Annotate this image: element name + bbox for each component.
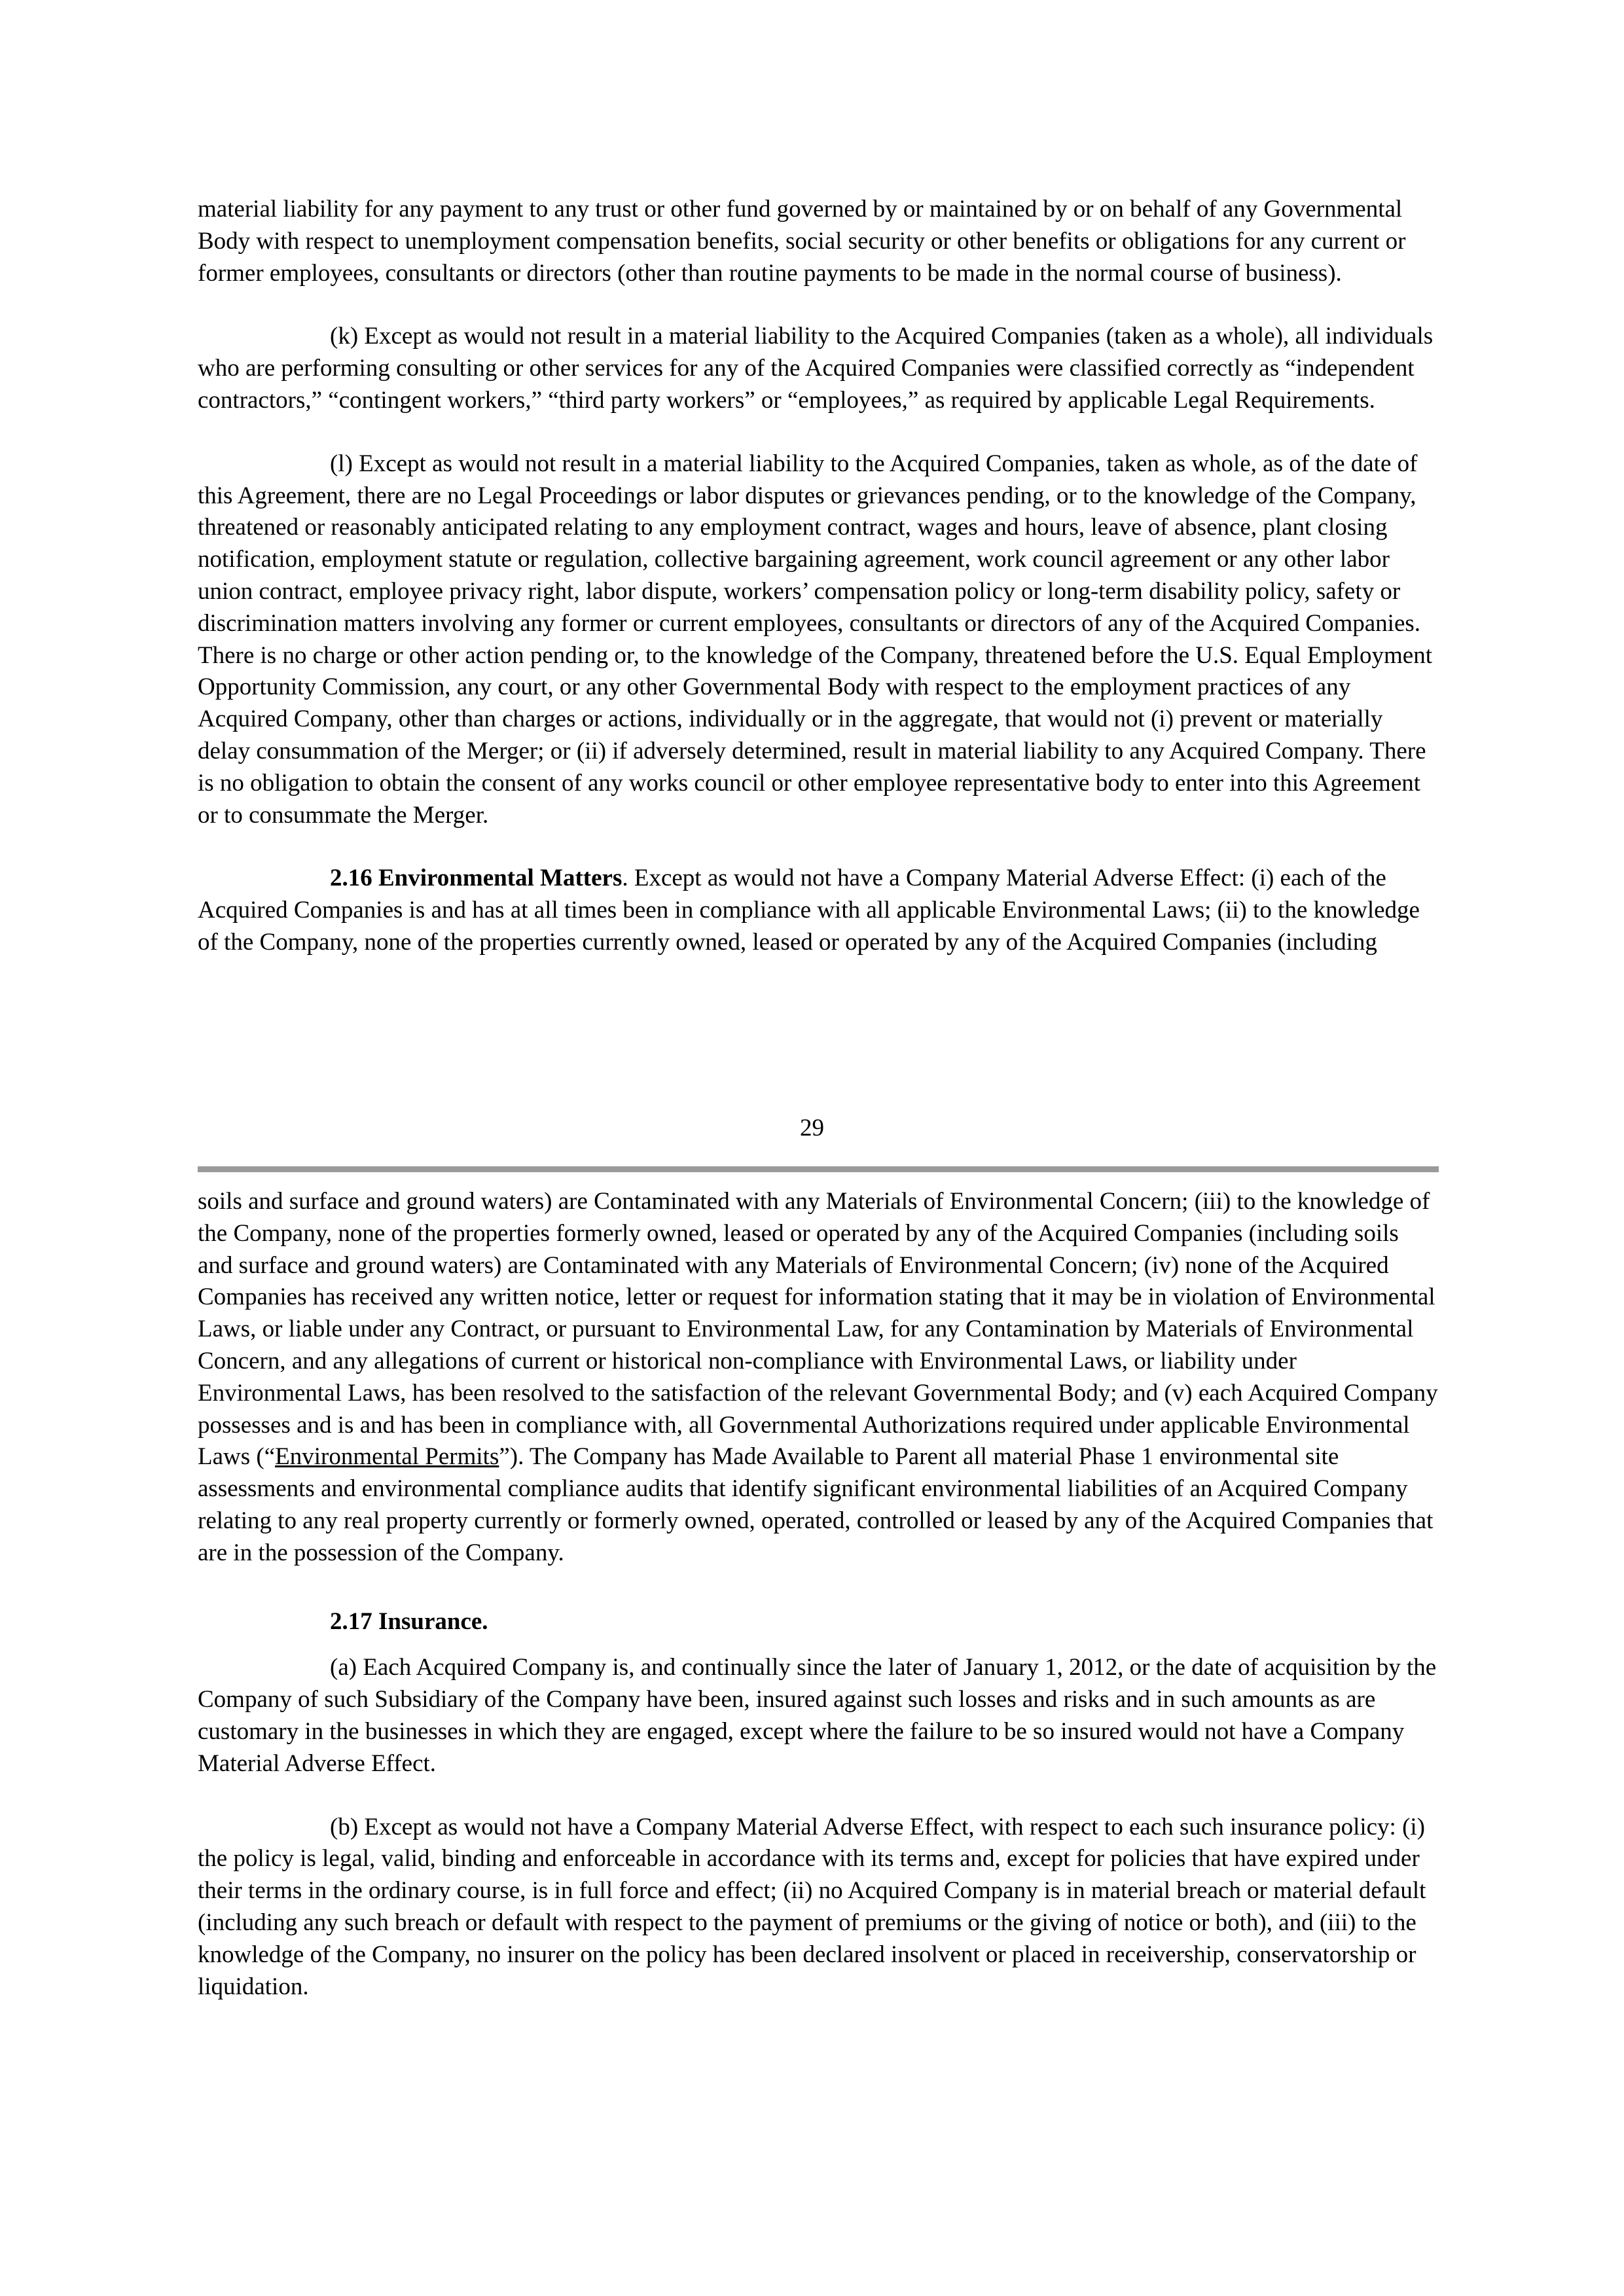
page-number: 29 (800, 1115, 824, 1141)
paragraph-l: (l) Except as would not result in a material liability to the Acquired Companies, taken as whole, as of the date of this Agreement, there are no Legal Proceedings or labor disputes or grievances pending, or to the knowledge of the Company, threatened or reasonably anticipated relating to any employment contract, wages and hours, leave of absence, plant closing notification, employment statute or regulation, collective bargaining agreement, work council agreement or any other labor union contract, employee privacy right, labor dispute, workers’ compensation policy or long-term disability policy, safety or discrimination matters involving any former or current employees, consultants or directors of any of the Acquired Companies. There is no charge or other action pending or, to the knowledge of the Company, threatened before the U.S. Equal Employment Opportunity Commission, any court, or any other Governmental Body with respect to the employment practices of any Acquired Company, other than charges or actions, individually or in the aggregate, that would not (i) prevent or materially delay consummation of the Merger; or (ii) if adversely determined, result in material liability to any Acquired Company. There is no obligation to obtain the consent of any works council or other employee representative body to enter into this Agreement or to consummate the Merger. (198, 450, 1432, 829)
section-2-16-heading: 2.16 Environmental Matters (330, 865, 623, 892)
paragraph-j-continuation: material liability for any payment to any trust or other fund governed by or maintained by or on behalf of any Governmental Body with respect to unemployment compensation benefits, social security or other benefits or obligations for any current or former employees, consultants or directors (other than routine payments to be made in the normal course of business). (198, 196, 1406, 287)
paragraph-2-17-a: (a) Each Acquired Company is, and continually since the later of January 1, 2012, or the date of acquisition by the Company of such Subsidiary of the Company have been, insured against such losses and risks and in such amounts as are customary in the businesses in which they are engaged, except where the failure to be so insured would not have a Company Material Adverse Effect. (198, 1654, 1437, 1777)
section-2-16-continuation-a: soils and surface and ground waters) are Contaminated with any Materials of Environmental Concern; (iii) to the knowledge of the Company, none of the properties formerly owned, leased or operated by any of the Acquired Companies (including soils and surface and ground waters) are Contaminated with any Materials of Environmental Concern; (iv) none of the Acquired Companies has received any written notice, letter or request for information stating that it may be in violation of Environmental Laws, or liable under any Contract, or pursuant to Environmental Law, for any Contamination by Materials of Environmental Concern, and any allegations of current or historical non-compliance with Environmental Laws, or liability under Environmental Laws, has been resolved to the satisfaction of the relevant Governmental Body; and (v) each Acquired Company possesses and is and has been in compliance with, all Governmental Authorizations required under applicable Environmental Laws (“ (198, 1188, 1438, 1471)
section-2-16-text: . Except as would not have a Company Material Adverse Effect: (i) each of the Acquired Companies is and has at all times been in compliance with all applicable Environmental Laws; (ii) to the knowledge of the Company, none of the properties currently owned, leased or operated by any of the Acquired Companies (including (198, 865, 1420, 956)
section-2-17-heading: 2.17 Insurance. (330, 1607, 488, 1635)
page-30-body (198, 1186, 1439, 2003)
paragraph-2-17-b: (b) Except as would not have a Company Material Adverse Effect, with respect to each such insurance policy: (i) the policy is legal, valid, binding and enforceable in accordance with its terms and, except for policies that have expired under their terms in the ordinary course, is in full force and effect; (ii) no Acquired Company is in material breach or material default (including any such breach or default with respect to the payment of premiums or the giving of notice or both), and (iii) to the knowledge of the Company, no insurer on the policy has been declared insolvent or placed in receivership, conservatorship or liquidation. (198, 1813, 1426, 2000)
section-2-16-continuation (198, 1186, 1439, 1570)
section-2-16-continuation-b: ”). The Company has Made Available to Parent all material Phase 1 environmental site assessments and environmental compliance audits that identify significant environmental liabilities of an Acquired Company relating to any real property currently or formerly owned, operated, controlled or leased by any of the Acquired Companies that are in the possession of the Company. (198, 1443, 1434, 1566)
paragraph-k: (k) Except as would not result in a material liability to the Acquired Companies (taken as a whole), all individuals who are performing consulting or other services for any of the Acquired Companies were classified correctly as “independent contractors,” “contingent workers,” “third party workers” or “employees,” as required by applicable Legal Requirements. (198, 323, 1434, 414)
page-29-body (198, 194, 1439, 959)
environmental-permits-term: Environmental Permits (275, 1443, 499, 1471)
page-break-divider (198, 1166, 1439, 1172)
section-2-16 (198, 863, 1439, 958)
